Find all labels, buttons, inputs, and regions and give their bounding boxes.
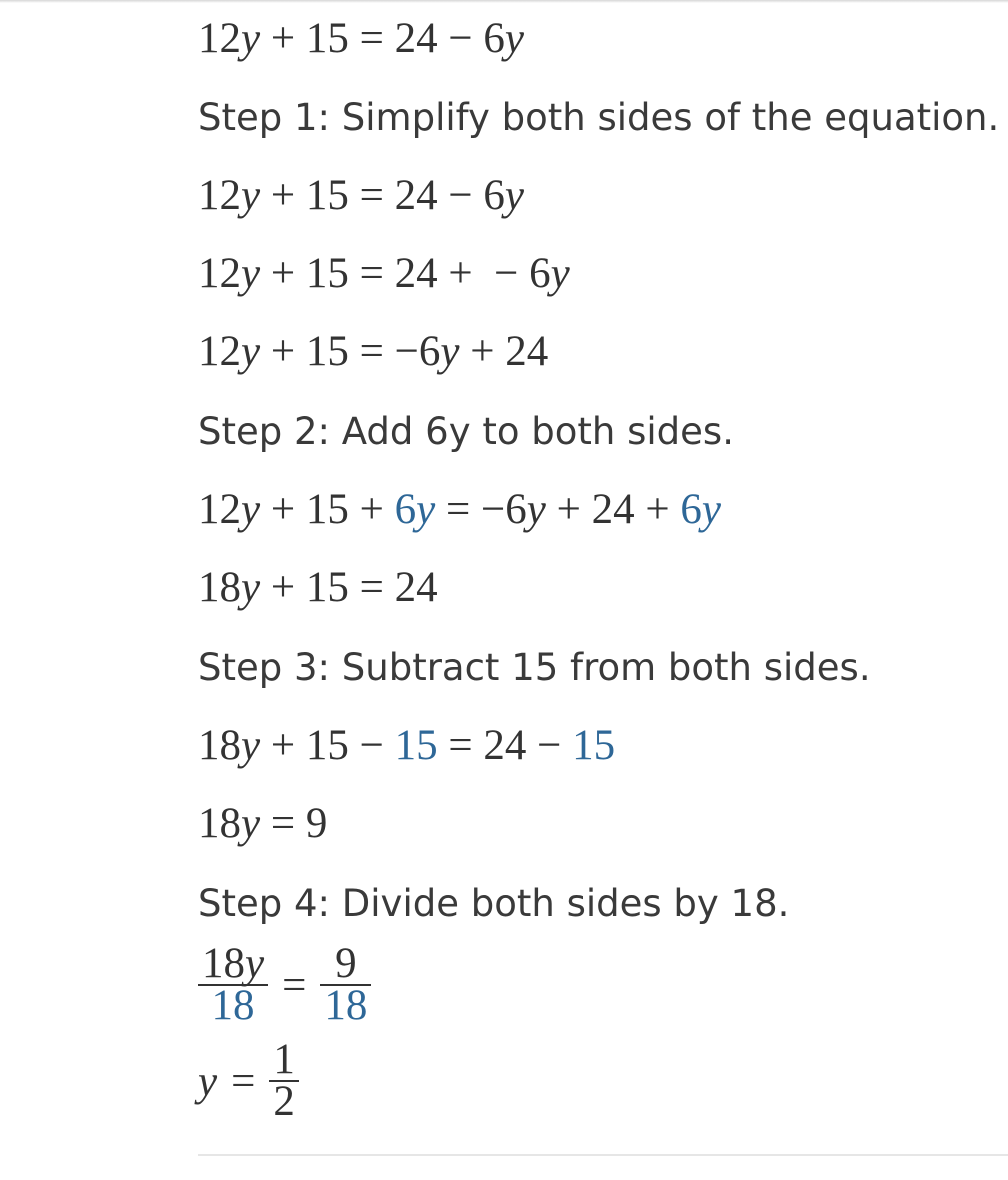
step-2-line-2: 18y + 15 = 24 <box>198 564 438 611</box>
step-3-label: Step 3: Subtract 15 from both sides. <box>198 646 871 689</box>
result-numerator: 1 <box>273 1036 295 1083</box>
added-term: 6y <box>394 486 436 533</box>
final-result <box>198 1036 299 1125</box>
step-4-fraction-line <box>198 940 371 1029</box>
left-fraction <box>198 940 268 1029</box>
result-denominator: 2 <box>269 1080 299 1122</box>
right-numerator: 9 <box>335 940 357 987</box>
step-4-label: Step 4: Divide both sides by 18. <box>198 882 790 925</box>
left-denominator: 18 <box>198 984 268 1026</box>
step-1-line-3: 12y + 15 = −6y + 24 <box>198 328 549 375</box>
subtracted-term: 15 <box>394 722 438 769</box>
equals-sign: = <box>231 1057 256 1105</box>
right-fraction <box>320 940 371 1029</box>
step-1-line-1: 12y + 15 = 24 − 6y <box>198 172 524 219</box>
equals-sign: = <box>282 961 307 1009</box>
left-numerator: 18y <box>202 940 265 987</box>
added-term: 6y <box>680 486 721 533</box>
step-3-line-2: 18y = 9 <box>198 800 328 847</box>
bottom-divider <box>198 1154 1008 1156</box>
subtracted-term: 15 <box>572 722 616 769</box>
step-2-line-1: 12y + 15 + 6y = −6y + 24 + 6y <box>198 486 721 533</box>
step-2-label: Step 2: Add 6y to both sides. <box>198 410 734 453</box>
step-1-label: Step 1: Simplify both sides of the equation. <box>198 96 1000 139</box>
top-edge-shadow <box>0 0 1008 3</box>
right-denominator: 18 <box>320 984 371 1026</box>
step-3-line-1: 18y + 15 − 15 = 24 − 15 <box>198 722 616 769</box>
result-fraction <box>269 1036 299 1125</box>
original-equation: 12y + 15 = 24 − 6y <box>198 15 524 62</box>
result-variable: y <box>198 1057 218 1105</box>
step-1-line-2: 12y + 15 = 24 + − 6y <box>198 250 570 297</box>
